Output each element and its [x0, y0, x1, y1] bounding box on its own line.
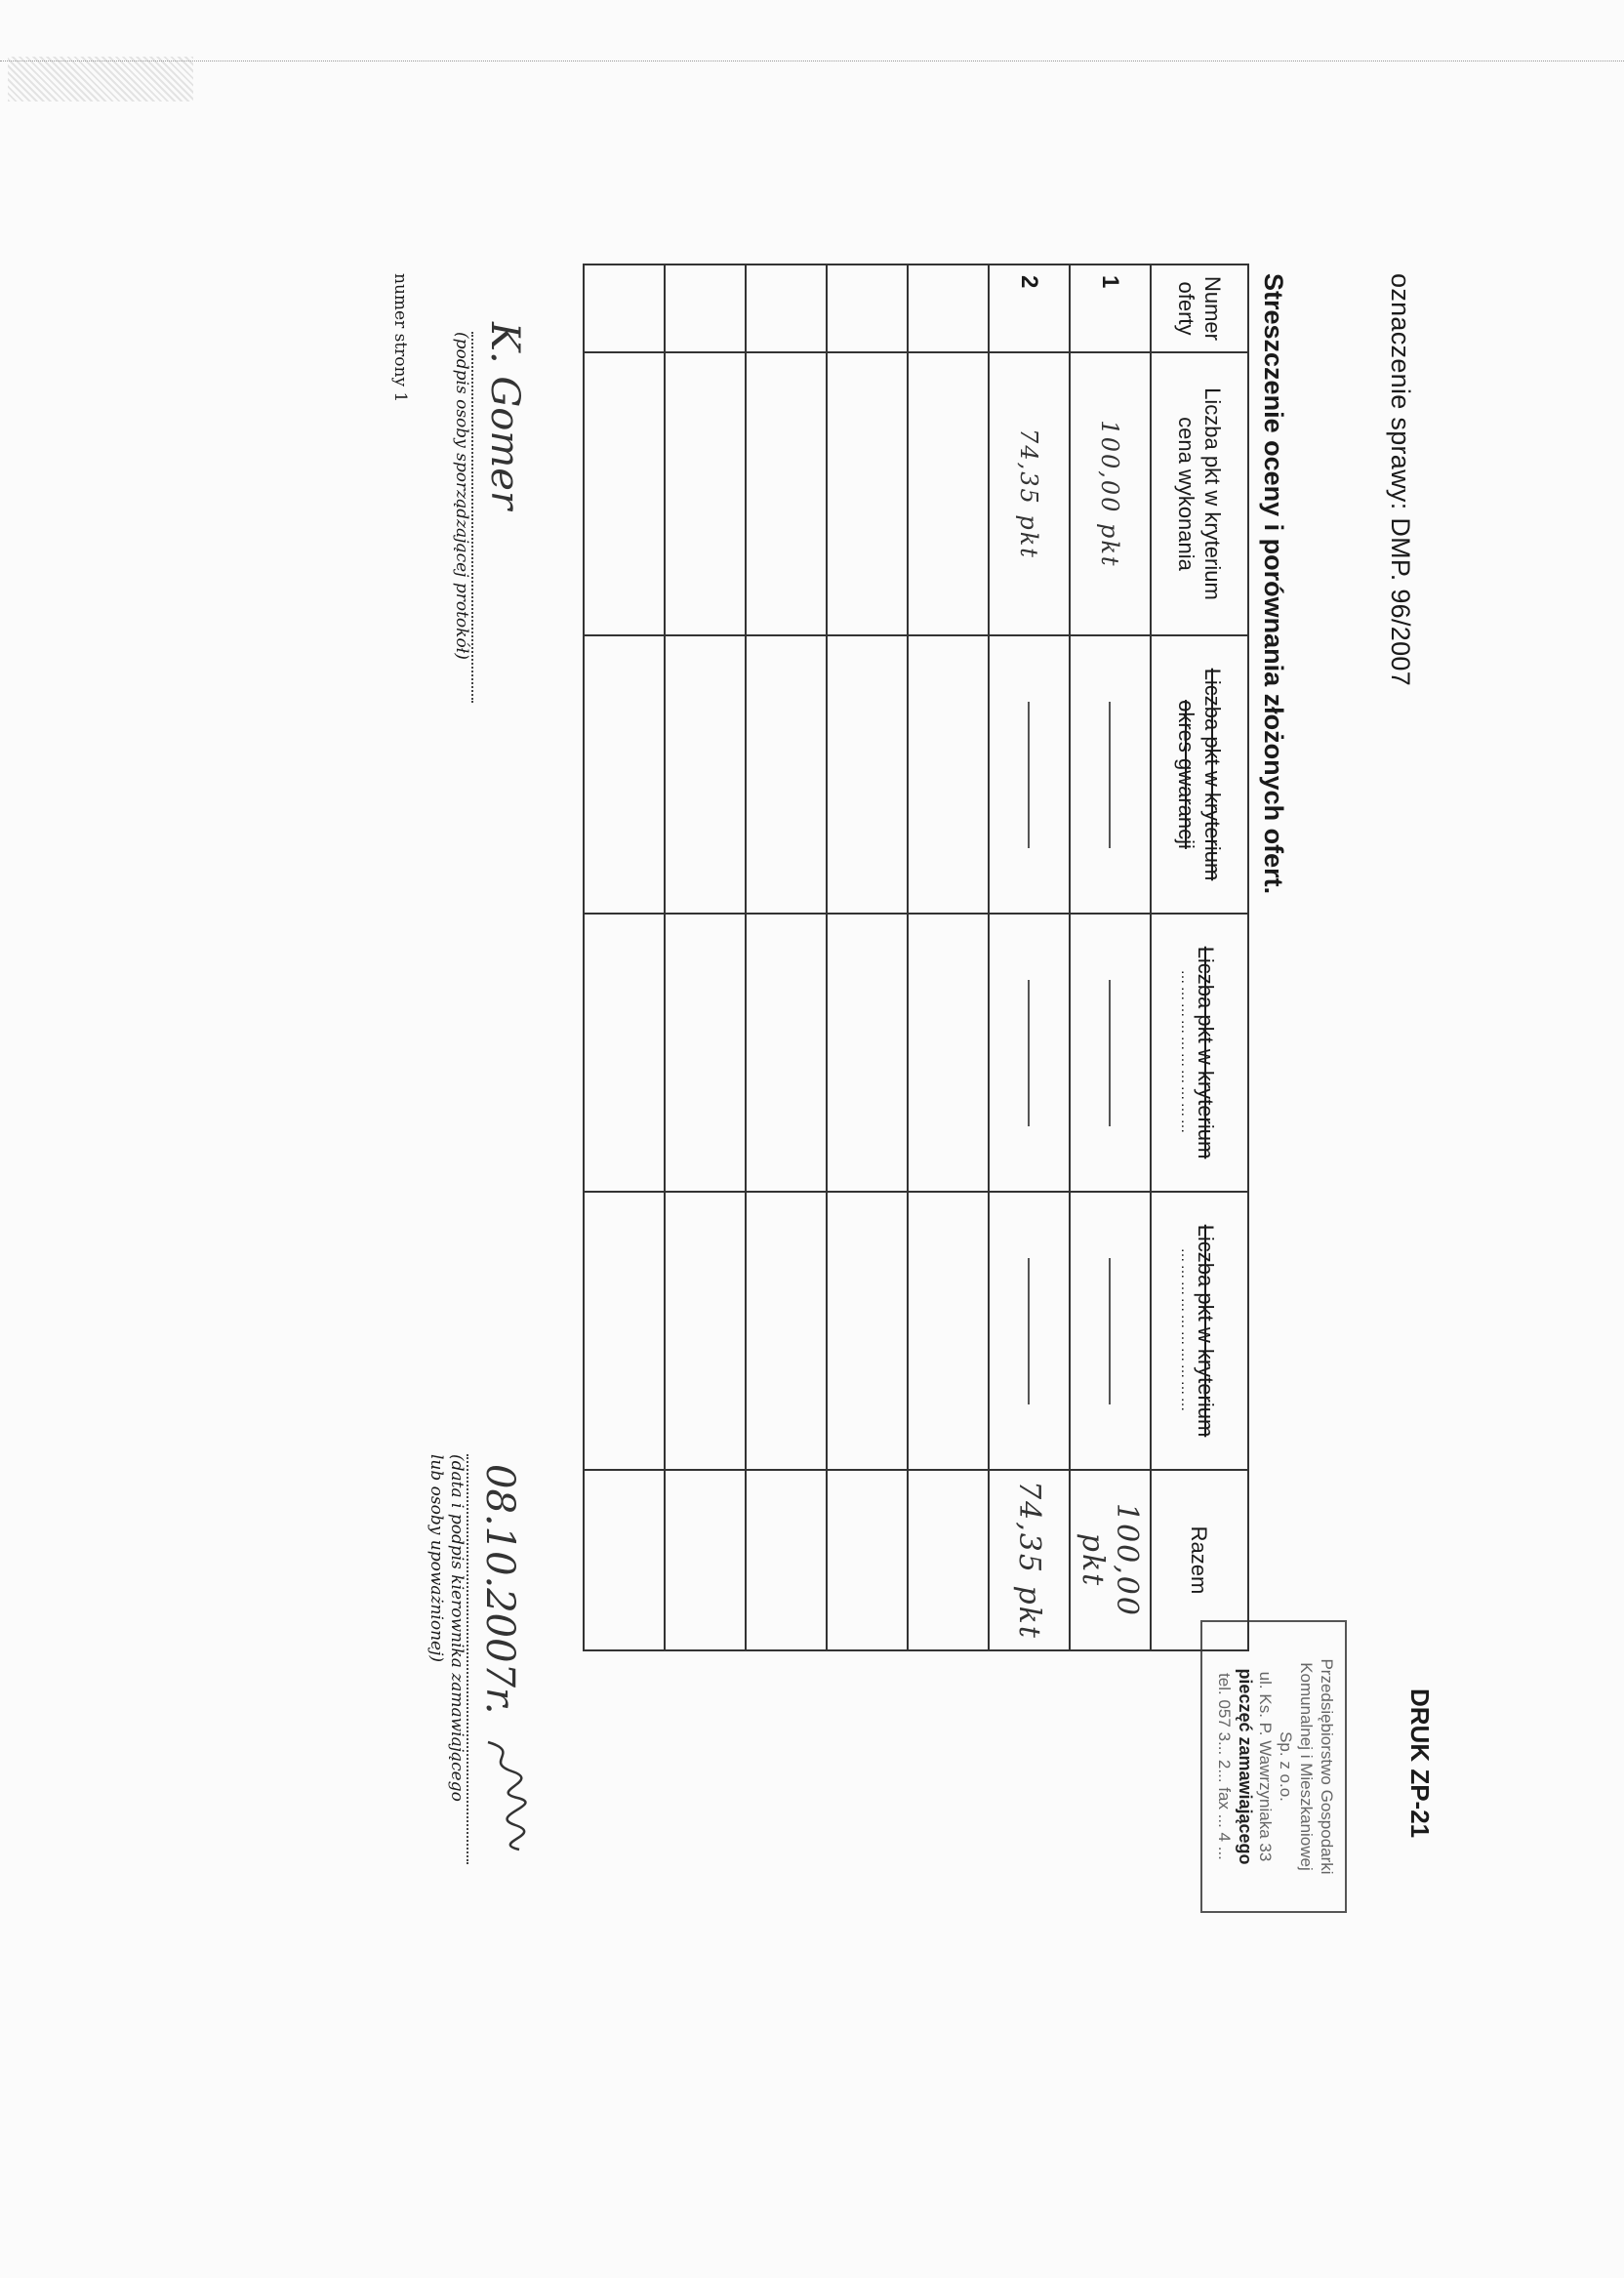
header-price: Liczba pkt w kryterium cena wykonania — [1151, 352, 1248, 635]
header-offer-number: Numer oferty — [1151, 264, 1248, 352]
company-stamp — [1200, 1620, 1347, 1913]
empty-cell — [827, 635, 908, 914]
empty-cell — [827, 914, 908, 1192]
stamp-line: Przedsiębiorstwo Gospodarki — [1318, 1658, 1336, 1875]
stamp-line: Sp. z o.o. — [1277, 1731, 1295, 1802]
dash-mark — [1109, 1258, 1111, 1404]
header-criterion-3 — [1151, 914, 1248, 1192]
table-row — [1070, 264, 1151, 1650]
preparer-signature-handwritten: K. Gomer — [482, 322, 527, 510]
empty-cell — [827, 352, 908, 635]
header-criterion-3-text: Liczba pkt w kryterium — [1194, 946, 1219, 1159]
criterion-3-points — [989, 914, 1070, 1192]
table-row — [665, 264, 746, 1650]
table-row — [746, 264, 827, 1650]
empty-cell — [584, 635, 665, 914]
criterion-4-points — [989, 1192, 1070, 1470]
header-total: Razem — [1151, 1470, 1248, 1650]
form-code: DRUK ZP-21 — [1405, 1688, 1435, 1839]
empty-cell — [827, 1192, 908, 1470]
empty-cell — [665, 352, 746, 635]
document-title: Streszczenie oceny i porównania złożonych ofert. — [1259, 273, 1288, 895]
header-criterion-4 — [1151, 1192, 1248, 1470]
stamp-line: tel. 057 3... 2... fax ... 4 ... — [1215, 1673, 1234, 1860]
price-points: 100,00 pkt — [1070, 352, 1151, 635]
offer-number: 1 — [1070, 264, 1151, 352]
offer-number: 2 — [989, 264, 1070, 352]
empty-cell — [908, 635, 989, 914]
dash-mark — [1109, 980, 1111, 1126]
empty-cell — [584, 264, 665, 352]
empty-cell — [746, 1470, 827, 1650]
header-warranty-text: Liczba pkt w kryterium okres gwarancji — [1174, 668, 1225, 881]
manager-caption-line-2: lub osoby upoważnionej) — [426, 1454, 446, 1662]
empty-cell — [746, 264, 827, 352]
page-number: numer strony 1 — [390, 273, 410, 403]
price-points: 74,35 pkt — [989, 352, 1070, 635]
empty-cell — [746, 635, 827, 914]
empty-cell — [827, 264, 908, 352]
dash-mark — [1028, 702, 1030, 848]
empty-cell — [665, 1470, 746, 1650]
empty-cell — [908, 264, 989, 352]
manager-signature-scribble — [478, 1737, 527, 1854]
empty-cell — [665, 264, 746, 352]
case-reference: oznaczenie sprawy: DMP. 96/2007 — [1386, 273, 1415, 687]
empty-cell — [584, 352, 665, 635]
empty-cell — [908, 1192, 989, 1470]
table-row — [827, 264, 908, 1650]
table-row — [908, 264, 989, 1650]
header-criterion-3-dots: ………………………… — [1178, 969, 1196, 1136]
criterion-3-points — [1070, 914, 1151, 1192]
rotated-form-page — [361, 254, 1435, 1875]
table-row — [584, 264, 665, 1650]
stamp-line: ul. Ks. P. Wawrzyniaka 33 — [1256, 1671, 1275, 1862]
empty-cell — [584, 1470, 665, 1650]
empty-cell — [665, 914, 746, 1192]
empty-cell — [908, 1470, 989, 1650]
offers-table — [583, 264, 1249, 1651]
manager-caption-line-1: (data i podpis kierownika zamawiającego — [447, 1454, 467, 1802]
manager-signature-caption — [426, 1454, 468, 1864]
preparer-signature-caption: (podpis osoby sporządzającej protokół) — [452, 332, 473, 703]
stamp-caption: pieczęć zamawiającego — [1236, 1668, 1255, 1865]
empty-cell — [665, 635, 746, 914]
total-points: 74,35 pkt — [989, 1470, 1070, 1650]
dash-mark — [1109, 702, 1111, 848]
warranty-points — [1070, 635, 1151, 914]
total-points: 100,00 pkt — [1070, 1470, 1151, 1650]
empty-cell — [827, 1470, 908, 1650]
empty-cell — [746, 914, 827, 1192]
header-criterion-4-text: Liczba pkt w kryterium — [1194, 1224, 1219, 1438]
dash-mark — [1028, 980, 1030, 1126]
empty-cell — [584, 914, 665, 1192]
stamp-line: Komunalnej i Mieszkaniowej — [1297, 1662, 1316, 1871]
scan-edge-line — [0, 61, 1624, 71]
empty-cell — [908, 914, 989, 1192]
header-warranty — [1151, 635, 1248, 914]
warranty-points — [989, 635, 1070, 914]
table-header-row — [1151, 264, 1248, 1650]
empty-cell — [665, 1192, 746, 1470]
empty-cell — [584, 1192, 665, 1470]
empty-cell — [908, 352, 989, 635]
table-row — [989, 264, 1070, 1650]
header-criterion-4-dots: ………………………… — [1178, 1247, 1196, 1414]
manager-date-handwritten: 08.10.2007r. — [477, 1464, 522, 1715]
empty-cell — [746, 352, 827, 635]
empty-cell — [746, 1192, 827, 1470]
dash-mark — [1028, 1258, 1030, 1404]
criterion-4-points — [1070, 1192, 1151, 1470]
